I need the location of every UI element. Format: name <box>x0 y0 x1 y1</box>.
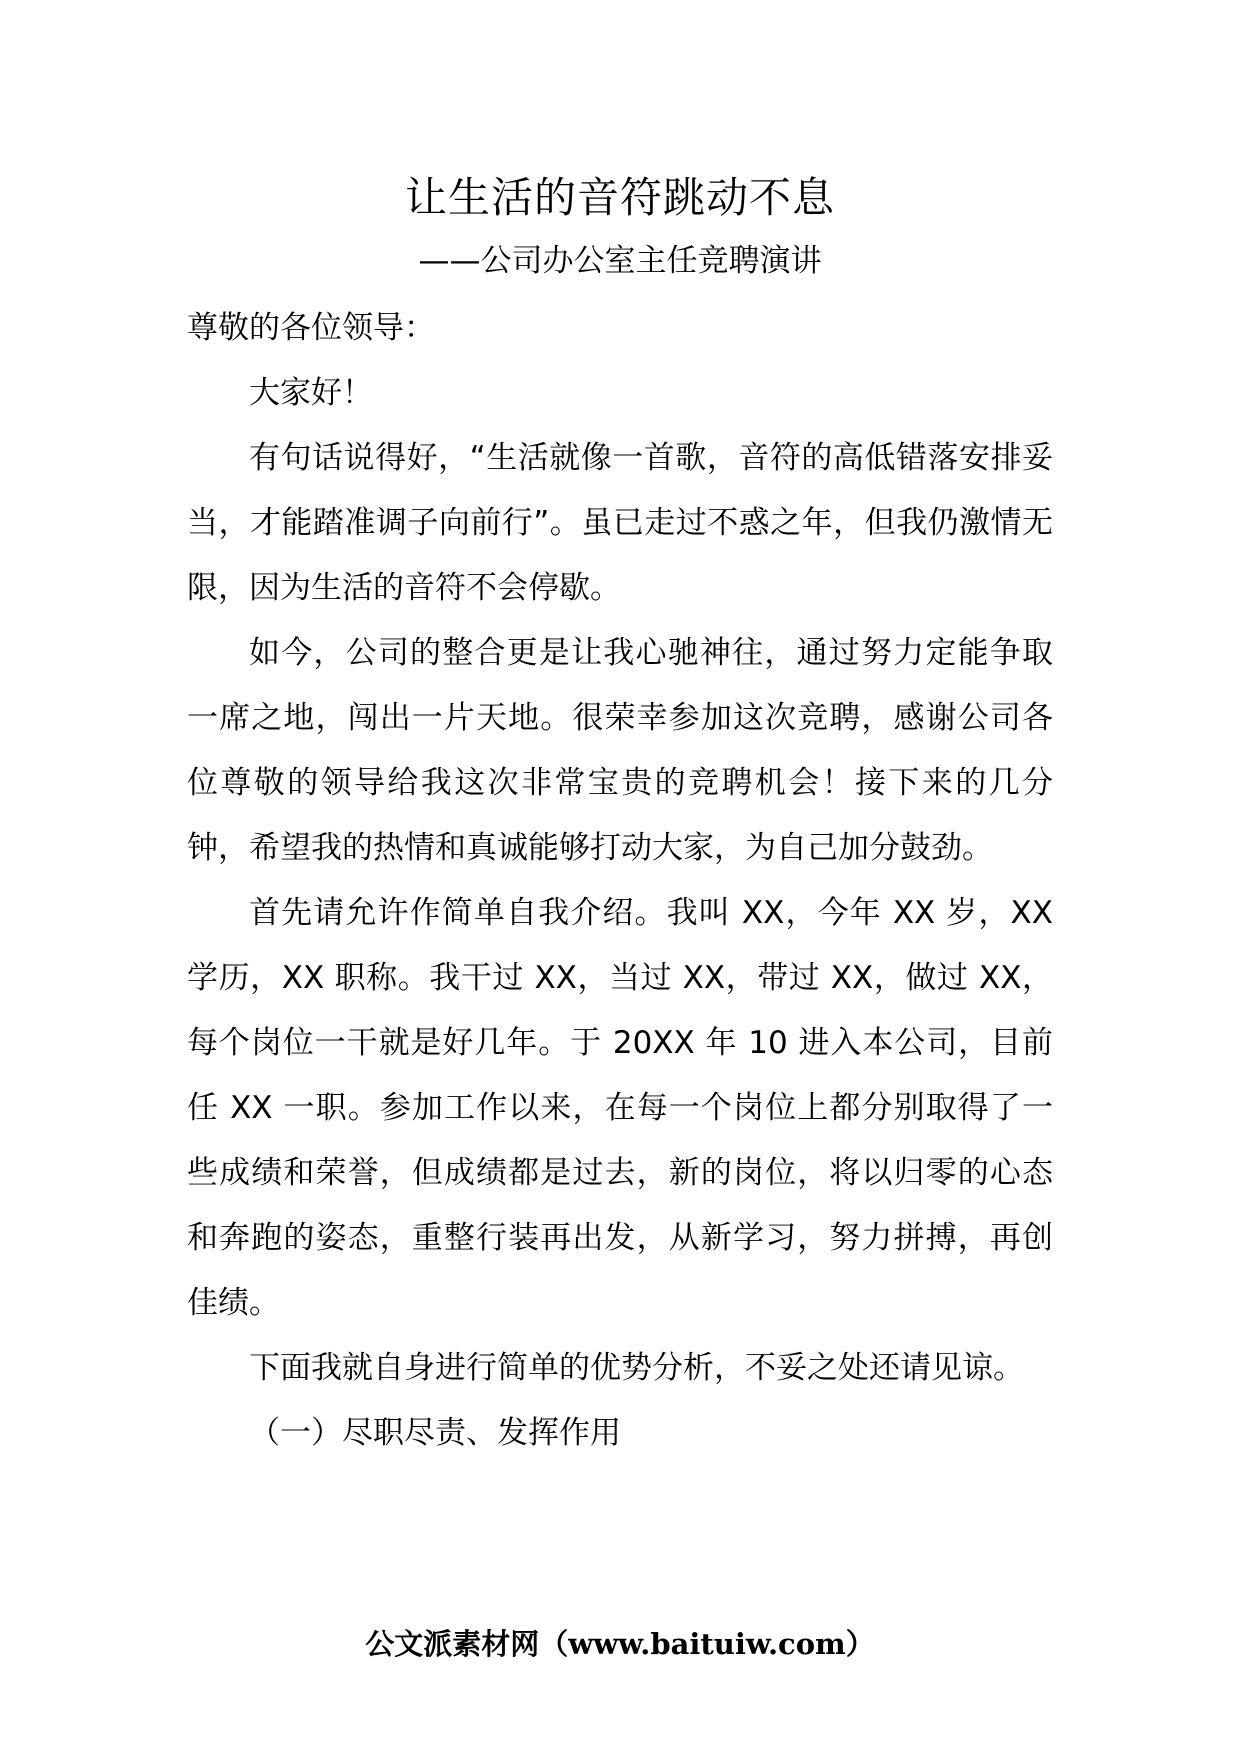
paragraph-motivation: 如今，公司的整合更是让我心驰神往，通过努力定能争取一席之地，闯出一片天地。很荣幸参加这次竞聘，感谢公司各位尊敬的领导给我这次非常宝贵的竞聘机会！接下来的几分钟，希望我的热情和真诚能够打动大家，为自己加分鼓劲。 <box>187 635 1053 866</box>
paragraph-greeting: 大家好！ <box>249 375 373 411</box>
paragraph-analysis-intro: 下面我就自身进行简单的优势分析，不妥之处还请见谅。 <box>249 1350 1024 1386</box>
paragraph-opening: 有句话说得好，“生活就像一首歌，音符的高低错落安排妥当，才能踏准调子向前行”。虽已走过不惑之年，但我仍激情无限，因为生活的音符不会停歇。 <box>187 440 1053 606</box>
document-subtitle: ——公司办公室主任竞聘演讲 <box>418 243 822 279</box>
paragraph-self-introduction: 首先请允许作简单自我介绍。我叫 XX，今年 XX 岁，XX 学历，XX 职称。我干过 XX，当过 XX，带过 XX，做过 XX，每个岗位一干就是好几年。于 20XX 年 10 进入本公司，目前任 XX 一职。参加工作以来，在每一个岗位上都分别取得了一些成绩和荣誉，但成绩都是过去，新的岗位，将以归零的心态和奔跑的姿态，重整行装再出发，从新学习，努力拼搏，再创佳绩。 <box>187 895 1053 1321</box>
section-heading-1: （一）尽职尽责、发挥作用 <box>249 1415 621 1451</box>
footer-watermark: 公文派素材网（www.baituiw.com） <box>365 1627 875 1661</box>
document-body <box>187 296 1053 1466</box>
salutation: 尊敬的各位领导： <box>187 310 435 346</box>
document-title: 让生活的音符跳动不息 <box>404 173 835 222</box>
